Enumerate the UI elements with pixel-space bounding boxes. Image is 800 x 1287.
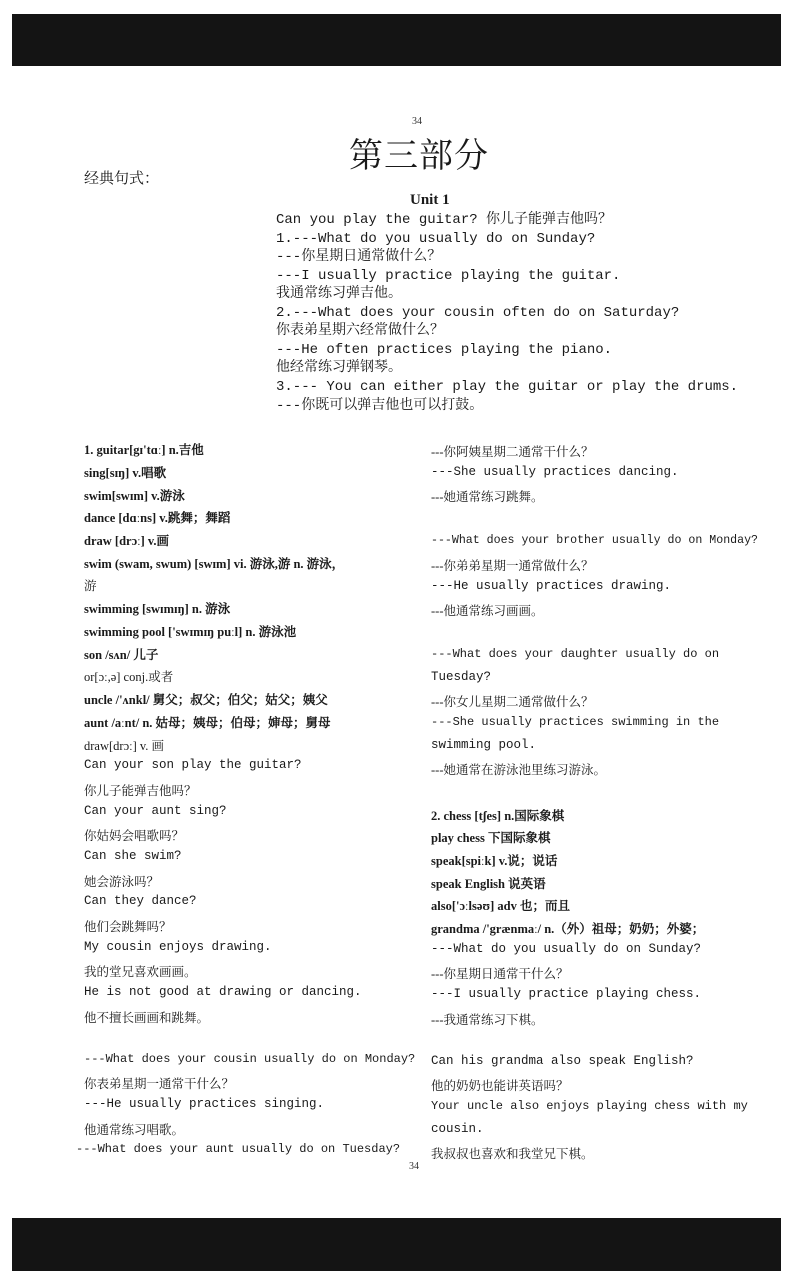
sentence-line: 我叔叔也喜欢和我堂兄下棋。	[431, 1147, 594, 1161]
dialog-line: 你表弟星期一通常干什么？	[84, 1077, 235, 1091]
dialog-line: ---我通常练习下棋。	[431, 1013, 544, 1027]
sentence-line: ---你星期日通常做什么？	[276, 249, 442, 265]
sentence-line: Can your aunt sing?	[84, 804, 227, 818]
dialog-line: ---What do you usually do on Sunday?	[431, 942, 702, 956]
sentence-line: 我通常练习弹吉他。	[276, 286, 402, 302]
vocab-line: play chess 下国际象棋	[431, 831, 551, 845]
sentence-line: 他经常练习弹钢琴。	[276, 360, 402, 376]
vocab-line: or[ɔː,ə] conj.或者	[84, 670, 174, 684]
vocab-line: sing[sɪŋ] v.唱歌	[84, 466, 167, 480]
vocab-line: draw [drɔː] v.画	[84, 534, 170, 548]
sentence-line: Can his grandma also speak English?	[431, 1054, 694, 1068]
dialog-line: ---你阿姨星期二通常干什么？	[431, 445, 594, 459]
vocab-line: speak English 说英语	[431, 877, 546, 891]
dialog-line: ---He usually practices drawing.	[431, 579, 672, 593]
vocab-line: 1. guitar[gɪ'tɑː] n.吉他	[84, 443, 204, 457]
sentence-line: 他不擅长画画和跳舞。	[84, 1011, 210, 1025]
sentence-line: 1.---What do you usually do on Sunday?	[276, 231, 596, 247]
vocab-line: swimming [swɪmɪŋ] n. 游泳	[84, 602, 231, 616]
sentence-line: ---I usually practice playing the guitar.	[276, 268, 621, 284]
sentence-line: 他们会跳舞吗？	[84, 920, 172, 934]
top-scan-border	[12, 14, 781, 66]
sentence-line: 2.---What does your cousin often do on Saturday?	[276, 305, 680, 321]
sentence-line: cousin.	[431, 1122, 484, 1136]
vocab-line: swim (swam, swum) [swɪm] vi. 游泳,游 n. 游泳，	[84, 557, 345, 571]
sentence-line: Can she swim?	[84, 849, 182, 863]
sentence-line: 你姑妈会唱歌吗？	[84, 829, 185, 843]
vocab-line: swim[swɪm] v.游泳	[84, 489, 185, 503]
vocab-line: also['ɔːlsəʊ] adv 也；而且	[431, 899, 570, 913]
dialog-line: ---她通常练习跳舞。	[431, 490, 544, 504]
dialog-line: Tuesday?	[431, 670, 492, 684]
dialog-line: ---What does your aunt usually do on Tuesday?	[76, 1142, 401, 1156]
sentence-line: Can they dance?	[84, 894, 197, 908]
vocab-line: swimming pool ['swɪmɪŋ puːl] n. 游泳池	[84, 625, 297, 639]
sentence-line: My cousin enjoys drawing.	[84, 940, 272, 954]
page-number-top: 34	[412, 116, 422, 127]
dialog-line: ---她通常在游泳池里练习游泳。	[431, 763, 606, 777]
vocab-line: 游	[84, 579, 97, 593]
sentence-line: 3.--- You can either play the guitar or play the drums.	[276, 379, 739, 395]
sentence-line: 你表弟星期六经常做什么？	[276, 323, 444, 339]
dialog-line: ---I usually practice playing chess.	[431, 987, 702, 1001]
vocab-line: grandma /'grænmaː/ n.（外）祖母；奶奶；外婆；	[431, 922, 705, 936]
dialog-line: ---你女儿星期二通常做什么？	[431, 695, 594, 709]
vocab-line: 2. chess [tʃes] n.国际象棋	[431, 809, 565, 823]
vocab-line: uncle /'ʌnkl/ 舅父；叔父；伯父；姑父；姨父	[84, 693, 328, 707]
sentence-line: Your uncle also enjoys playing chess with my	[431, 1099, 748, 1113]
sentence-line: 你儿子能弹吉他吗？	[84, 784, 197, 798]
dialog-line: ---你星期日通常干什么？	[431, 967, 569, 981]
sentence-line: Can your son play the guitar?	[84, 758, 302, 772]
sentence-line: ---你既可以弹吉他也可以打鼓。	[276, 398, 484, 414]
dialog-line: ---What does your daughter usually do on	[431, 647, 720, 661]
dialog-line: ---你弟弟星期一通常做什么？	[431, 559, 594, 573]
vocab-line: speak[spiːk] v.说；说话	[431, 854, 558, 868]
dialog-line: 他通常练习唱歌。	[84, 1123, 185, 1137]
dialog-line: ---He usually practices singing.	[84, 1097, 325, 1111]
sentence-line: He is not good at drawing or dancing.	[84, 985, 362, 999]
vocab-line: aunt /aːnt/ n. 姑母；姨母；伯母；婶母；舅母	[84, 716, 331, 730]
sentence-line: Can you play the guitar? 你儿子能弹吉他吗？	[276, 212, 613, 228]
bottom-scan-border	[12, 1218, 781, 1271]
vocab-line: draw[drɔː] v. 画	[84, 739, 165, 753]
section-label: 经典句式：	[84, 171, 160, 187]
dialog-line: ---What does your cousin usually do on Monday?	[84, 1052, 416, 1066]
dialog-line: swimming pool.	[431, 738, 537, 752]
sentence-line: 他的奶奶也能讲英语吗？	[431, 1079, 569, 1093]
dialog-line: ---What does your brother usually do on Monday?	[431, 534, 758, 547]
unit-title: Unit 1	[410, 192, 450, 208]
sentence-line: 我的堂兄喜欢画画。	[84, 965, 197, 979]
vocab-line: dance [dɑːns] v.跳舞；舞蹈	[84, 511, 231, 525]
dialog-line: ---She usually practices swimming in the	[431, 715, 720, 729]
page-number-bottom: 34	[409, 1161, 419, 1172]
dialog-line: ---She usually practices dancing.	[431, 465, 679, 479]
dialog-line: ---他通常练习画画。	[431, 604, 544, 618]
sentence-line: 她会游泳吗？	[84, 875, 160, 889]
page-title: 第三部分	[349, 138, 489, 175]
sentence-line: ---He often practices playing the piano.	[276, 342, 613, 358]
vocab-line: son /sʌn/ 儿子	[84, 648, 159, 662]
